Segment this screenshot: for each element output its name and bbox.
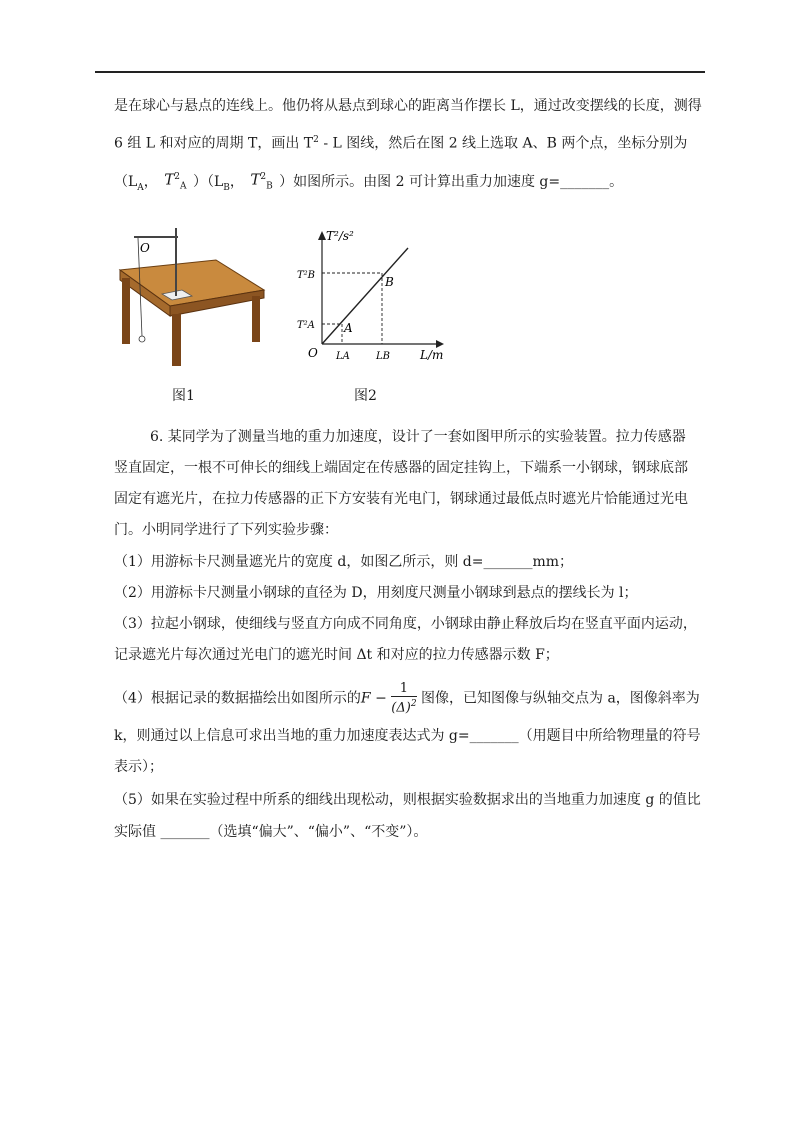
header-rule <box>95 71 705 73</box>
point-b-label: B <box>385 275 394 289</box>
question-6-text: 固定有遮光片，在拉力传感器的正下方安装有光电门，钢球通过最低点时遮光片恰能通过光电 <box>114 491 688 507</box>
step-1: （1）用游标卡尺测量遮光片的宽度 d，如图乙所示，则 d=_______mm； <box>114 554 574 570</box>
step-5-cont: 实际值 _______（选填“偏大”、“偏小”、“不变”）。 <box>114 824 428 840</box>
step-3-cont: 记录遮光片每次通过光电门的遮光时间 Δt 和对应的拉力传感器示数 F； <box>114 647 559 663</box>
pivot-label: O <box>140 241 150 255</box>
tick-lb-label: LB <box>376 351 390 362</box>
y-axis-label: T²/s² <box>326 229 354 243</box>
math-TA2: $T^2_A$ <box>164 170 187 192</box>
step-4: （4）根据记录的数据描绘出如图所示的F − $\frac{1}{(\Delta)^2}$ 图像，已知图像与纵轴交点为 a，图像斜率为 <box>114 681 700 716</box>
t2-l-graph <box>296 226 456 366</box>
step-3: （3）拉起小钢球，使细线与竖直方向成不同角度，小钢球由静止释放后均在竖直平面内运动， <box>114 616 697 632</box>
step-4-cont: k，则通过以上信息可求出当地的重力加速度表达式为 g=_______（用题目中所给物理量的符号 <box>114 728 701 744</box>
t2-l-line <box>322 248 408 344</box>
origin-label: O <box>308 346 318 360</box>
question-6-text: 6. 某同学为了测量当地的重力加速度，设计了一套如图甲所示的实验装置。拉力传感器 <box>150 429 686 445</box>
figure-1-caption: 图1 <box>172 388 195 404</box>
text-line: （$L_A$， $T^2_A$ ）（$L_B$， $T^2_B$ ）如图所示。由图 2 可计算出重力加速度 g=_______。 <box>114 170 624 193</box>
point-a-label: A <box>344 321 353 335</box>
step-5: （5）如果在实验过程中所系的细线出现松动，则根据实验数据求出的当地重力加速度 g 的值比 <box>114 792 701 808</box>
question-6-text: 门。小明同学进行了下列实验步骤： <box>114 522 338 538</box>
tick-tb-label: T²B <box>297 270 316 281</box>
step-4-cont: 表示）； <box>114 759 163 775</box>
x-axis-label: L/m <box>420 348 444 362</box>
math-TB2: $T^2_B$ <box>250 170 273 192</box>
text-line: 6 组 L 和对应的周期 T，画出 $T^2$ - L 图线，然后在图 2 线上选取 A、B 两个点，坐标分别为 <box>114 135 688 152</box>
figure-2-caption: 图2 <box>354 388 377 404</box>
step-2: （2）用游标卡尺测量小钢球的直径为 D，用刻度尺测量小钢球到悬点的摆线长为 l； <box>114 585 638 601</box>
pendulum-table-figure <box>112 222 272 372</box>
fraction-one-over-delta-squared: $\frac{1}{(\Delta)^2}$ <box>391 681 417 716</box>
text-line: 是在球心与悬点的连线上。他仍将从悬点到球心的距离当作摆长 L，通过改变摆线的长度，测得 <box>114 98 702 114</box>
tick-ta-label: T²A <box>297 320 315 331</box>
question-6-text: 竖直固定，一根不可伸长的细线上端固定在传感器的固定挂钩上，下端系一小钢球，钢球底部 <box>114 460 688 476</box>
tick-la-label: LA <box>336 351 350 362</box>
